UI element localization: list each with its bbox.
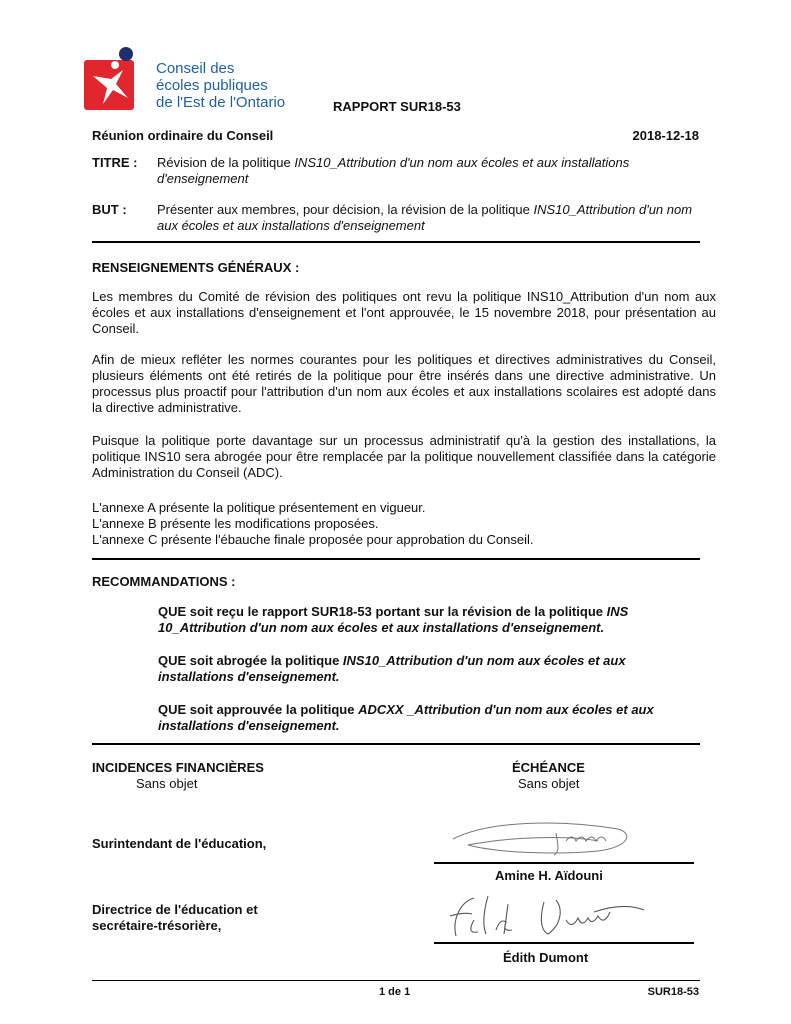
signature-1-scribble xyxy=(448,815,638,859)
annex-b: L'annexe B présente les modifications proposées. xyxy=(92,516,379,531)
recommandations-heading: RECOMMANDATIONS : xyxy=(92,574,236,589)
renseignements-paragraph-3: Puisque la politique porte davantage sur un processus administratif qu'à la gestion des installations, la politique INS10 sera abrogée pour être remplacée par la politique nouvellement classifiée dans la catégorie Administration du Conseil (ADC). xyxy=(92,433,716,480)
incidences-value: Sans objet xyxy=(136,776,198,791)
but-label: BUT : xyxy=(92,202,127,217)
titre-text: Révision de la politique INS10_Attribution d'un nom aux écoles et aux installations d'enseignement xyxy=(157,155,630,186)
echeance-heading: ÉCHÉANCE xyxy=(512,760,585,775)
meeting-label: Réunion ordinaire du Conseil xyxy=(92,128,274,143)
footer-page-number: 1 de 1 xyxy=(379,986,411,998)
signatory-2-name: Édith Dumont xyxy=(503,950,589,965)
annex-c: L'annexe C présente l'ébauche finale proposée pour approbation du Conseil. xyxy=(92,532,534,547)
logo-line-2: écoles publiques xyxy=(156,77,268,94)
report-title: RAPPORT SUR18-53 xyxy=(333,99,461,114)
but-text: Présenter aux membres, pour décision, la révision de la politique INS10_Attribution d'un nom aux écoles et aux installations d'enseignement xyxy=(157,202,693,233)
logo-mark-icon xyxy=(83,46,143,112)
logo-line-3: de l'Est de l'Ontario xyxy=(156,94,286,111)
signatory-2-title: Directrice de l'éducation et secrétaire-trésorière, xyxy=(92,902,258,933)
echeance-value: Sans objet xyxy=(518,776,580,791)
divider-footer xyxy=(92,980,700,981)
titre-label: TITRE : xyxy=(92,155,138,170)
annex-a: L'annexe A présente la politique présentement en vigueur. xyxy=(92,500,426,515)
recommendation-2: QUE soit abrogée la politique INS10_Attribution d'un nom aux écoles et aux installations d'enseignement. xyxy=(158,653,626,684)
meeting-date: 2018-12-18 xyxy=(632,128,699,143)
organization-logo xyxy=(83,46,303,114)
divider-middle xyxy=(92,558,700,560)
renseignements-paragraph-2: Afin de mieux refléter les normes courantes pour les politiques et directives administratives du Conseil, plusieurs éléments ont été retirés de la politique pour être insérés dans une directive administrative. Un processus plus proactif pour l'attribution d'un nom aux écoles et aux installations scolaires est adopté dans la directive administrative. xyxy=(92,352,716,415)
renseignements-paragraph-1: Les membres du Comité de révision des politiques ont revu la politique INS10_Attribution d'un nom aux écoles et aux installations d'enseignement et l'ont approuvée, le 15 novembre 2018, pour présentation au Conseil. xyxy=(92,289,716,336)
recommendation-1: QUE soit reçu le rapport SUR18-53 portant sur la révision de la politique INS 10_Attribution d'un nom aux écoles et aux installations d'enseignement. xyxy=(158,604,629,635)
signatory-1-title: Surintendant de l'éducation, xyxy=(92,836,267,851)
renseignements-heading: RENSEIGNEMENTS GÉNÉRAUX : xyxy=(92,260,300,275)
signature-2-scribble xyxy=(444,890,654,942)
footer-report-code: SUR18-53 xyxy=(647,986,699,998)
recommendation-3: QUE soit approuvée la politique ADCXX _Attribution d'un nom aux écoles et aux installations d'enseignement. xyxy=(158,702,654,733)
signatory-1-name: Amine H. Aïdouni xyxy=(495,868,603,883)
incidences-heading: INCIDENCES FINANCIÈRES xyxy=(92,760,264,775)
signature-1-line xyxy=(434,862,694,864)
signature-2-line xyxy=(434,942,694,944)
divider-top xyxy=(92,241,700,243)
divider-lower xyxy=(92,743,700,745)
logo-line-1: Conseil des xyxy=(156,60,235,77)
